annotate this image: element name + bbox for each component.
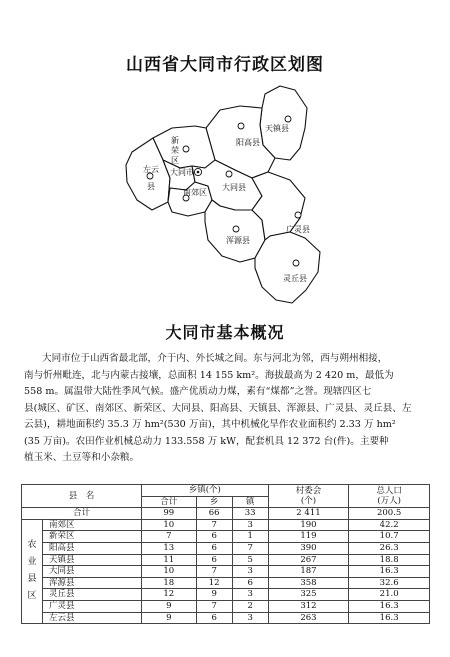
header-population-label: 总人口 <box>376 485 402 496</box>
table-row <box>22 612 430 624</box>
overview-line: 558 m。属温带大陆性季风气候。盛产优质动力煤，素有“煤都”之誉。现辖四区七 <box>24 386 372 397</box>
population-cell: 10.7 <box>349 531 430 543</box>
map-label-lingqiu: 灵丘县 <box>283 274 307 283</box>
total-cell: 10 <box>141 519 196 531</box>
map-label-hunyuan: 浑源县 <box>226 236 250 245</box>
zhen-cell: 2 <box>232 600 268 612</box>
header-zhen: 镇 <box>232 496 268 508</box>
overview-line: 南与忻州毗连，北与内蒙古接壤，总面积 14 155 km²。海拔最高为 2 420 m，最低为 <box>24 369 394 381</box>
county-name-cell: 阳高县 <box>43 542 142 554</box>
total-row-population: 200.5 <box>349 508 430 520</box>
overview-line: (35 万亩)。农田作业机械总动力 133.558 万 kW，配套机具 12 372 台(件)。主要种 <box>24 435 389 447</box>
map-label-zuoyun-1: 左云 <box>143 165 159 174</box>
villages-cell: 312 <box>268 600 349 612</box>
table-row <box>22 542 430 554</box>
header-population <box>349 485 430 508</box>
xiang-cell: 6 <box>196 554 232 566</box>
villages-cell: 390 <box>268 542 349 554</box>
statistics-table <box>21 484 430 624</box>
map-label-datong-city: 大同市 <box>170 168 194 177</box>
table-row <box>22 600 430 612</box>
xiang-cell: 7 <box>196 600 232 612</box>
map-label-xinrong-2: 荣 <box>171 146 179 155</box>
xiang-cell: 7 <box>196 519 232 531</box>
county-name-cell: 天镇县 <box>43 554 142 566</box>
header-village-committee <box>268 485 349 508</box>
zhen-cell: 6 <box>232 577 268 589</box>
population-cell: 16.3 <box>349 566 430 578</box>
xiang-cell: 12 <box>196 577 232 589</box>
seat-marker-hunyuan <box>233 226 239 232</box>
header-population-unit: (万人) <box>377 496 401 507</box>
total-row-zhen: 33 <box>232 508 268 520</box>
total-cell: 7 <box>141 531 196 543</box>
table-header-row <box>22 485 430 497</box>
county-name-cell: 大同县 <box>43 566 142 578</box>
group-label-char: 区 <box>27 591 37 602</box>
zhen-cell: 3 <box>232 589 268 601</box>
total-row-total: 99 <box>141 508 196 520</box>
xiang-cell: 6 <box>196 531 232 543</box>
seat-marker-lingqiu <box>293 260 299 266</box>
total-cell: 9 <box>141 612 196 624</box>
population-cell: 16.3 <box>349 600 430 612</box>
map-label-xinrong-3: 区 <box>171 156 179 165</box>
villages-cell: 187 <box>268 566 349 578</box>
group-label-char: 农 <box>27 540 37 551</box>
zhen-cell: 3 <box>232 612 268 624</box>
header-xiang: 乡 <box>196 496 232 508</box>
overview-title: 大同市基本概况 <box>165 323 285 342</box>
population-cell: 16.3 <box>349 612 430 624</box>
county-name-cell: 左云县 <box>43 612 142 624</box>
map-label-datong-county: 大同县 <box>222 183 246 192</box>
population-cell: 26.3 <box>349 542 430 554</box>
zhen-cell: 3 <box>232 519 268 531</box>
county-name-cell: 新荣区 <box>43 531 142 543</box>
population-cell: 42.2 <box>349 519 430 531</box>
map-label-yanggao: 阳高县 <box>236 138 260 147</box>
seat-marker-yanggao <box>238 123 244 129</box>
population-cell: 18.8 <box>349 554 430 566</box>
population-cell: 32.6 <box>349 577 430 589</box>
total-cell: 12 <box>141 589 196 601</box>
county-name-cell: 广灵县 <box>43 600 142 612</box>
villages-cell: 358 <box>268 577 349 589</box>
map-label-xinrong-1: 新 <box>171 136 179 145</box>
group-label-char: 业 <box>27 557 37 568</box>
total-cell: 9 <box>141 600 196 612</box>
header-total: 合计 <box>141 496 196 508</box>
overview-line: 大同市位于山西省最北部，介于内、外长城之间。东与河北为邻，西与朔州相接， <box>42 353 388 364</box>
table-row <box>22 554 430 566</box>
total-row-xiang: 66 <box>196 508 232 520</box>
table-row <box>22 577 430 589</box>
xiang-cell: 6 <box>196 612 232 624</box>
datong-district-map <box>0 78 450 310</box>
header-village-committee-unit: (个) <box>300 496 317 507</box>
header-village-committee-label: 村委会 <box>295 485 322 496</box>
total-cell: 18 <box>141 577 196 589</box>
map-label-nanjiao: 南郊区 <box>183 188 207 197</box>
header-townships: 乡镇(个) <box>141 485 268 497</box>
xiang-cell: 6 <box>196 542 232 554</box>
table-row <box>22 531 430 543</box>
map-label-tianzhen: 天镇县 <box>265 124 289 133</box>
total-row-name: 合计 <box>22 508 142 520</box>
map-label-zuoyun-2: 县 <box>147 182 155 191</box>
table-total-row <box>22 508 430 520</box>
total-cell: 11 <box>141 554 196 566</box>
seat-marker-datong-county <box>226 171 232 177</box>
overview-line: 县(城区、矿区、南郊区、新荣区、大同县、阳高县、天镇县、浑源县、广灵县、灵丘县、左 <box>24 402 412 414</box>
villages-cell: 190 <box>268 519 349 531</box>
overview-line: 植玉米、土豆等和小杂粮。 <box>24 452 140 463</box>
seat-marker-xinrong <box>183 146 189 152</box>
total-row-villages: 2 411 <box>268 508 349 520</box>
table-row <box>22 589 430 601</box>
seat-marker-guangling <box>295 212 301 218</box>
zhen-cell: 1 <box>232 531 268 543</box>
villages-cell: 325 <box>268 589 349 601</box>
group-label-char: 县 <box>27 574 37 585</box>
group-label-agricultural-counties <box>22 519 43 623</box>
overview-line: 云县)，耕地面积约 35.3 万 hm²(530 万亩)，其中机械化旱作农业面积约 2.33 万 hm² <box>24 419 396 430</box>
table-row <box>22 566 430 578</box>
zhen-cell: 5 <box>232 554 268 566</box>
county-name-cell: 浑源县 <box>43 577 142 589</box>
villages-cell: 263 <box>268 612 349 624</box>
total-cell: 13 <box>141 542 196 554</box>
map-title: 山西省大同市行政区划图 <box>126 55 324 75</box>
villages-cell: 267 <box>268 554 349 566</box>
xiang-cell: 7 <box>196 566 232 578</box>
villages-cell: 119 <box>268 531 349 543</box>
overview-text <box>24 351 426 467</box>
county-name-cell: 灵丘县 <box>43 589 142 601</box>
population-cell: 21.0 <box>349 589 430 601</box>
region-lingqiu <box>255 232 320 303</box>
header-county-name: 县 名 <box>22 485 142 508</box>
county-name-cell: 南郊区 <box>43 519 142 531</box>
total-cell: 10 <box>141 566 196 578</box>
seat-marker-tianzhen <box>285 116 291 122</box>
table-row <box>22 519 430 531</box>
capital-dot-datong-city <box>197 171 200 174</box>
zhen-cell: 3 <box>232 566 268 578</box>
zhen-cell: 7 <box>232 542 268 554</box>
xiang-cell: 9 <box>196 589 232 601</box>
map-label-guangling: 广灵县 <box>286 225 310 234</box>
